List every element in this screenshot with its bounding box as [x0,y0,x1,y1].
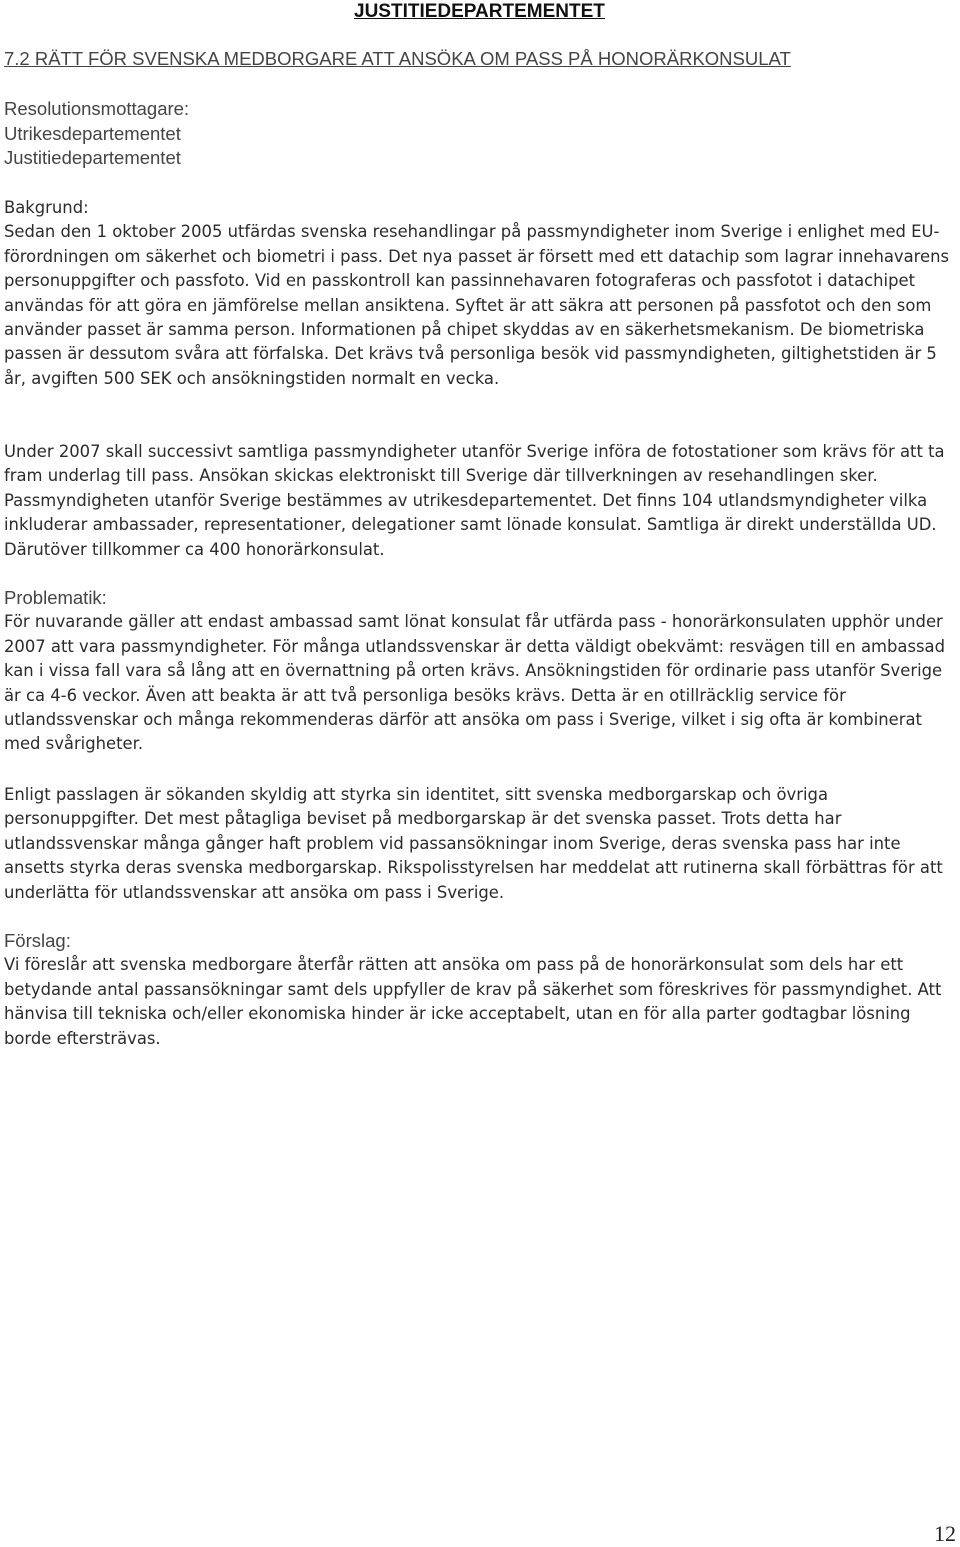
background-paragraph-2: Under 2007 skall successivt samtliga passmyndigheter utanför Sverige införa de fotostationer som krävs för att ta fram underlag till pass. Ansökan skickas elektroniskt till Sverige där tillverkningen av resehandlingen sker. Passmyndigheten utanför Sverige bestämmes av utrikesdepartementet. Det finns 104 utlandsmyndigheter vilka inkluderar ambassader, representationer, delegationer samt lönade konsulat. Samtliga är direkt underställda UD. Därutöver tillkommer ca 400 honorärkonsulat. [4,442,945,559]
recipients-block [4,97,189,171]
recipient-item: Justitiedepartementet [4,147,181,168]
problem-paragraph-2: Enligt passlagen är sökanden skyldig att styrka sin identitet, sitt svenska medborgarskap och övriga personuppgifter. Det mest påtagliga beviset på medborgarskap är det svenska passet. Trots detta har utlandssvenskar många gånger haft problem vid passansökningar inom Sverige, deras svenska pass har inte ansetts styrka deras svenska medborgarskap. Rikspolisstyrelsen har meddelat att rutinerna skall förbättras för att underlätta för utlandssvenskar att ansöka om pass i Sverige. [4,785,943,902]
background-section [4,196,956,391]
proposal-paragraph-1: Vi föreslår att svenska medborgare återfår rätten att ansöka om pass på de honorärkonsulat som dels har ett betydande antal passansökningar samt dels uppfyller de krav på säkerhet som föreskrives för passmyndighet. Att hänvisa till tekniska och/eller ekonomiska hinder är icke acceptabelt, utan en för alla parter godtagbar lösning borde eftersträvas. [4,955,942,1048]
page-number: 12 [934,1521,956,1546]
background-paragraph-1: Sedan den 1 oktober 2005 utfärdas svenska resehandlingar på passmyndigheter inom Sverige i enlighet med EU-förordningen om säkerhet och biometri i pass. Det nya passet är försett med ett datachip som lagrar innehavarens personuppgifter och passfoto. Vid en passkontroll kan passinnehavaren fotograferas och passfotot i datachipet användas för att göra en jämförelse mellan ansiktena. Syftet är att säkra att personen på passfotot och den som använder passet är samma person. Informationen på chipet skyddas av en säkerhetsmekanism. De biometriska passen är dessutom svåra att förfalska. Det krävs två personliga besök vid passmyndigheten, giltighetstiden är 5 år, avgiften 500 SEK och ansökningstiden normalt en vecka. [4,222,950,388]
recipients-label: Resolutionsmottagare: [4,98,190,119]
problem-paragraph-1: För nuvarande gäller att endast ambassad samt lönat konsulat får utfärda pass - honorärkonsulaten upphör under 2007 att vara passmyndigheter. För många utlandssvenskar är detta väldigt obekvämt: resvägen till en ambassad kan i vissa fall vara så lång att en övernattning på orten krävs. Ansökningstiden för ordinarie pass utanför Sverige är ca 4-6 veckor. Även att beakta är att två personliga besöks krävs. Detta är en otillräcklig service för utlandssvenskar och många rekommenderas därför att ansöka om pass i Sverige, vilket i sig ofta är kombinerat med svårigheter. [4,612,945,754]
problem-section [4,586,956,757]
background-label: Bakgrund: [4,198,89,217]
proposal-section [4,929,956,1051]
department-header: JUSTITIEDEPARTEMENTET [354,1,605,22]
proposal-label: Förslag: [4,930,71,951]
recipient-item: Utrikesdepartementet [4,122,181,144]
problem-label: Problematik: [4,587,107,608]
section-title: 7.2 RÄTT FÖR SVENSKA MEDBORGARE ATT ANSÖKA OM PASS PÅ HONORÄRKONSULAT [4,48,791,69]
